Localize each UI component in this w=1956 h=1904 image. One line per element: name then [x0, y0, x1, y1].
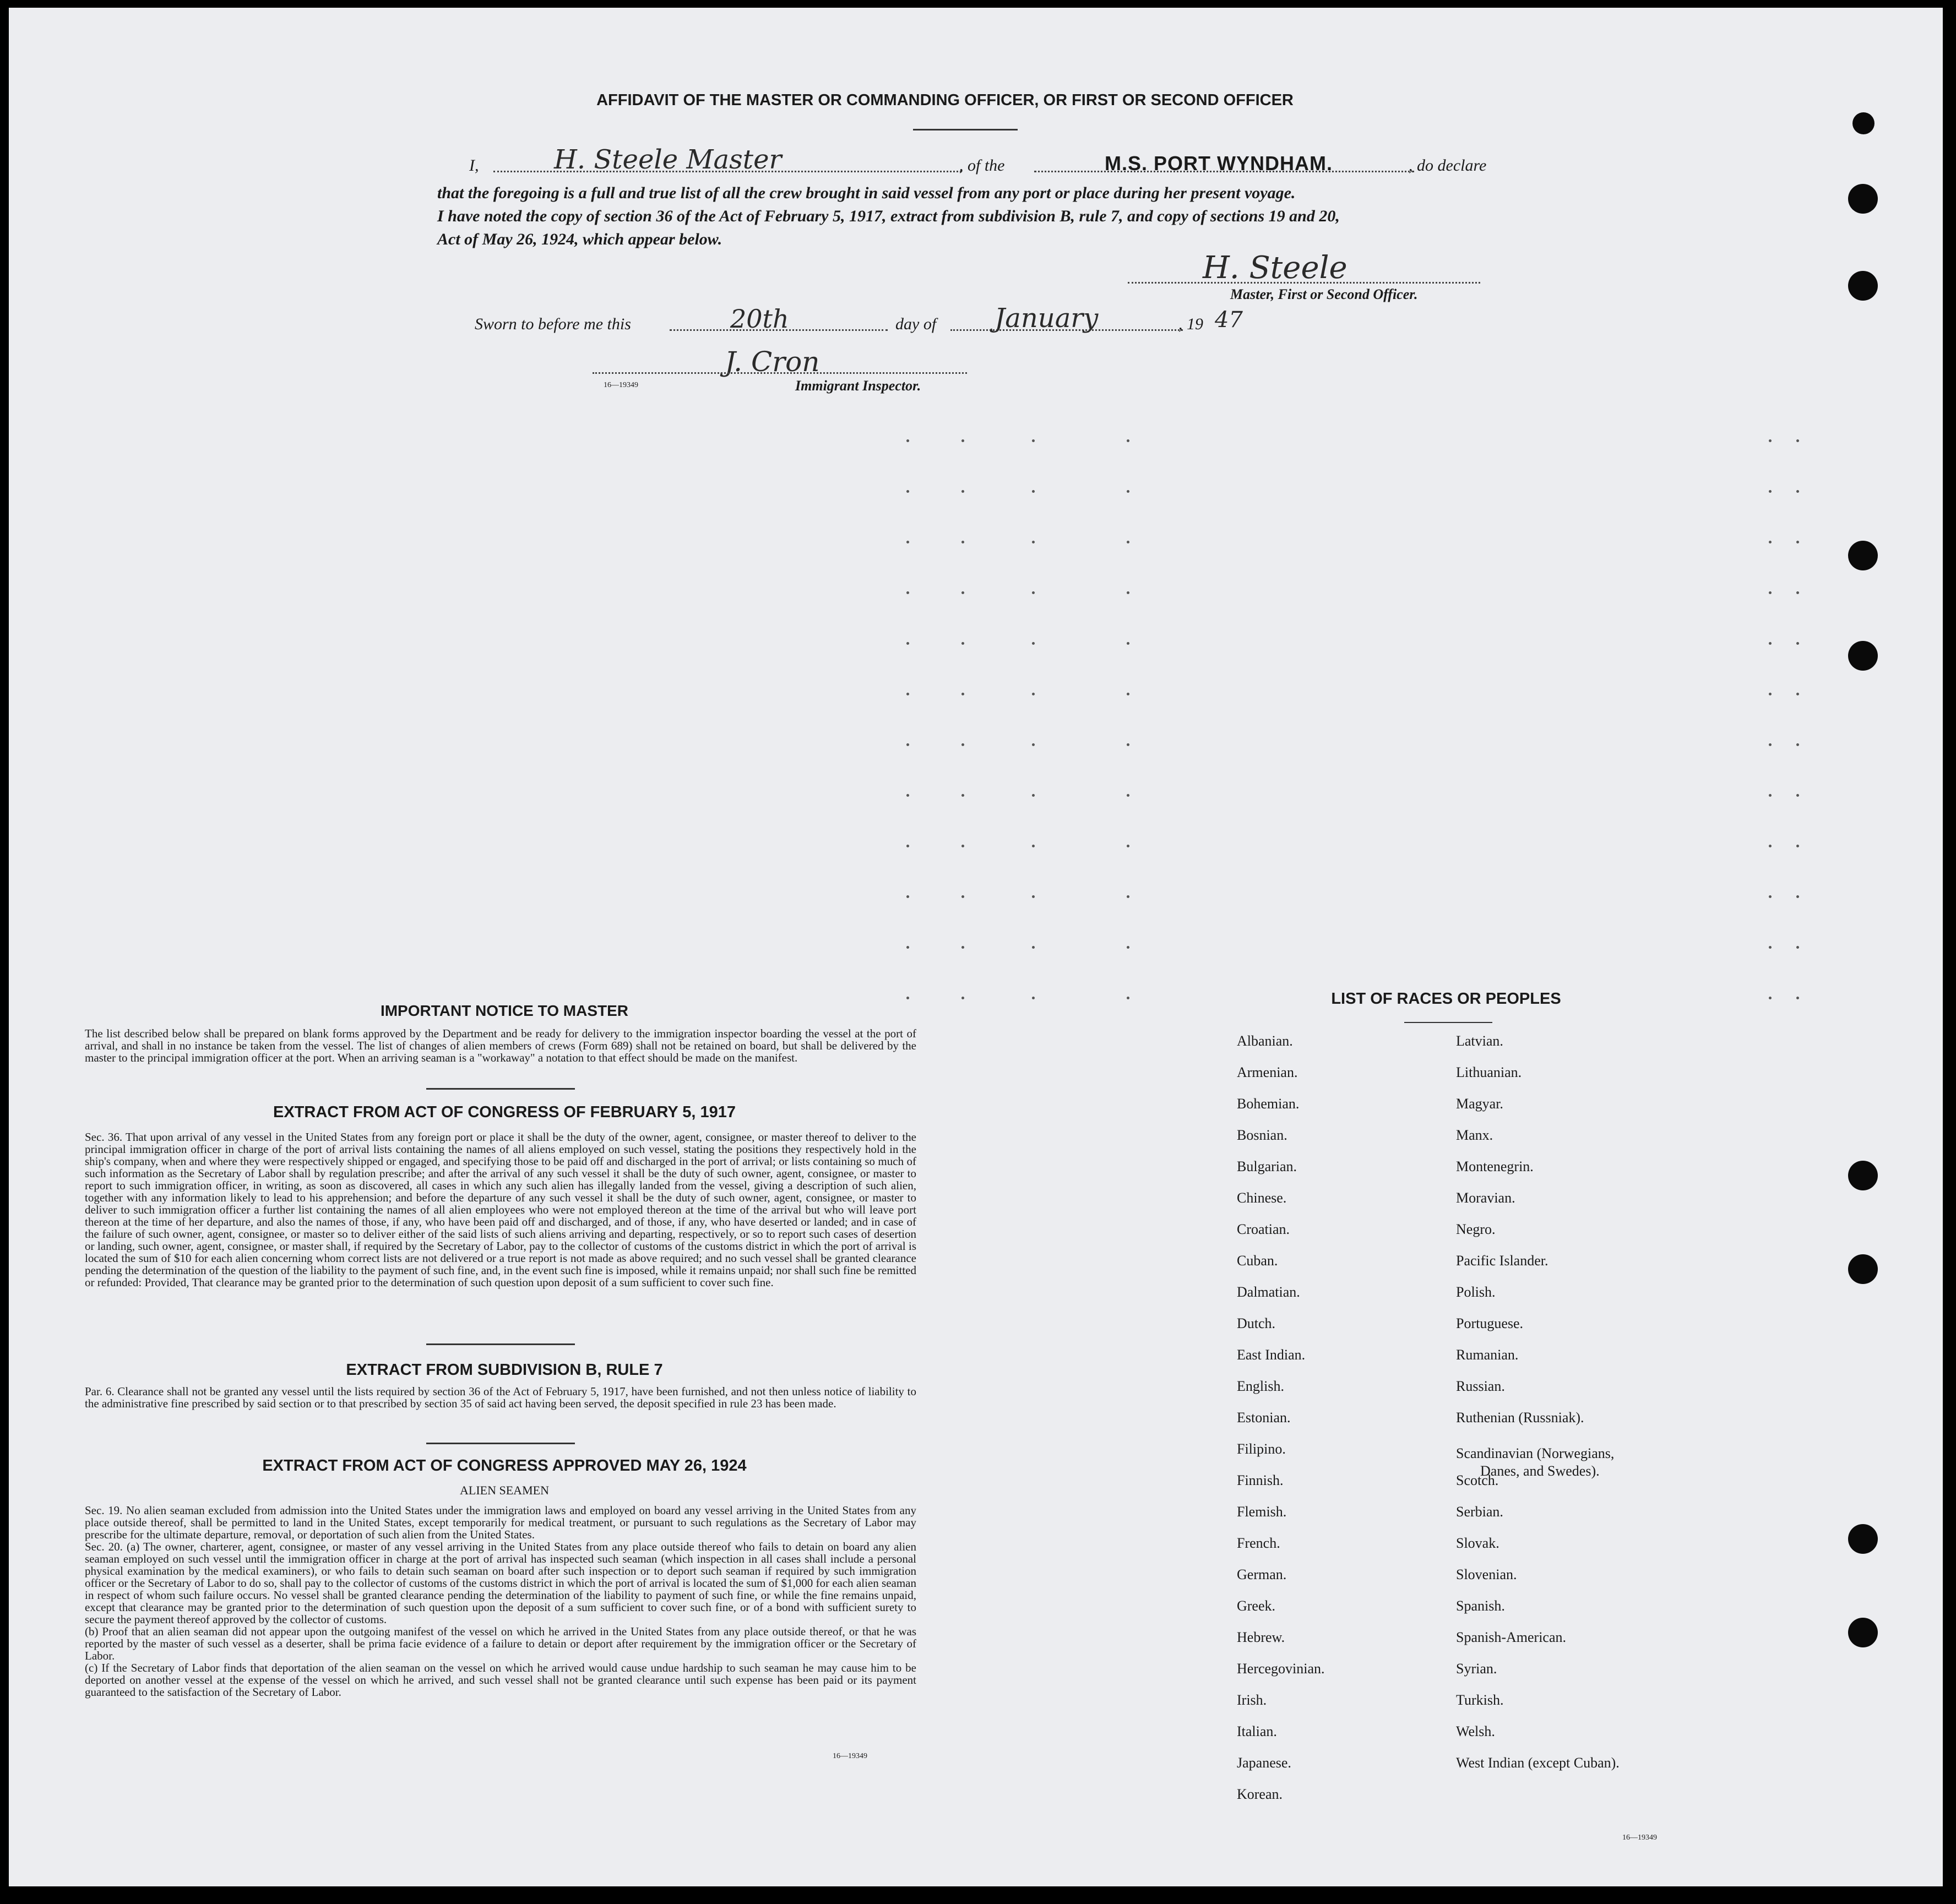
sworn-day: 20th [730, 304, 789, 334]
race-item: Magyar. [1456, 1096, 1503, 1112]
race-item: Spanish-American. [1456, 1629, 1567, 1645]
hole-mark [1848, 541, 1878, 570]
race-item: Korean. [1237, 1786, 1283, 1802]
inspector-caption: Immigrant Inspector. [795, 378, 921, 394]
grid-dot [961, 642, 964, 645]
signature-line [1128, 282, 1480, 284]
form-number: 16—19349 [604, 381, 638, 389]
grid-dot [906, 794, 909, 797]
grid-dot [1769, 997, 1772, 999]
grid-dot [1769, 743, 1772, 746]
grid-dot [1127, 693, 1129, 695]
grid-dot [906, 997, 909, 999]
signature-caption: Master, First or Second Officer. [1230, 286, 1418, 302]
race-item: Slovenian. [1456, 1566, 1517, 1582]
grid-dot [906, 642, 909, 645]
race-item: Bulgarian. [1237, 1158, 1297, 1174]
grid-dot [1796, 743, 1799, 746]
grid-dot [1769, 439, 1772, 442]
grid-dot [1127, 591, 1129, 594]
grid-dot [906, 946, 909, 949]
day-of-label: day of [895, 315, 937, 333]
race-item: Albanian. [1237, 1033, 1293, 1049]
race-item: Scandinavian (Norwegians, [1456, 1445, 1615, 1461]
grid-dot [961, 845, 964, 847]
race-item: Greek. [1237, 1598, 1276, 1614]
master-signature: H. Steele [1203, 250, 1348, 286]
race-item: Dalmatian. [1237, 1284, 1300, 1300]
divider [1404, 1022, 1492, 1023]
race-item: Montenegrin. [1456, 1158, 1534, 1174]
grid-dot [1796, 895, 1799, 898]
race-item: Japanese. [1237, 1755, 1291, 1771]
grid-dot [961, 743, 964, 746]
race-item: German. [1237, 1566, 1287, 1582]
race-item: Croatian. [1237, 1221, 1290, 1237]
master-name-handwriting: H. Steele Master [554, 144, 782, 175]
of-the-label: , of the [959, 156, 1005, 175]
do-declare-label: , do declare [1409, 156, 1487, 175]
race-item: Filipino. [1237, 1441, 1286, 1457]
i-label: I, [469, 156, 479, 175]
grid-dot [1769, 490, 1772, 493]
grid-dot [961, 946, 964, 949]
grid-dot [961, 794, 964, 797]
race-item: English. [1237, 1378, 1284, 1394]
grid-dot [1032, 541, 1035, 543]
affidavit-title: AFFIDAVIT OF THE MASTER OR COMMANDING OFFICER, OR FIRST OR SECOND OFFICER [596, 91, 1294, 109]
race-item: West Indian (except Cuban). [1456, 1755, 1620, 1771]
grid-dot [1032, 490, 1035, 493]
grid-dot [961, 541, 964, 543]
race-item: Polish. [1456, 1284, 1496, 1300]
race-item: French. [1237, 1535, 1280, 1551]
divider [426, 1443, 575, 1444]
grid-dot [1769, 642, 1772, 645]
extract-1917-title: EXTRACT FROM ACT OF CONGRESS OF FEBRUARY 5, 1917 [273, 1103, 736, 1121]
grid-dot [1127, 642, 1129, 645]
race-item: Bohemian. [1237, 1096, 1300, 1112]
grid-dot [1127, 743, 1129, 746]
grid-dot [1769, 591, 1772, 594]
form-number: 16—19349 [1622, 1834, 1657, 1842]
grid-dot [1796, 946, 1799, 949]
grid-dot [1127, 845, 1129, 847]
inspector-signature: J. Cron [725, 346, 820, 378]
divider [426, 1343, 575, 1345]
affidavit-line-3: I have noted the copy of section 36 of the Act of February 5, 1917, extract from subdivision B, rule 7, and copy of sections 19 and 20, [437, 207, 1340, 225]
races-title: LIST OF RACES OR PEOPLES [1331, 990, 1561, 1008]
race-item: Scotch. [1456, 1472, 1499, 1488]
grid-dot [1032, 845, 1035, 847]
grid-dot [1769, 693, 1772, 695]
grid-dot [906, 845, 909, 847]
extract-1924-body [85, 1504, 916, 1698]
notice-title: IMPORTANT NOTICE TO MASTER [380, 1002, 629, 1019]
race-item: Estonian. [1237, 1410, 1291, 1426]
race-item: Chinese. [1237, 1190, 1287, 1206]
grid-dot [1769, 794, 1772, 797]
grid-dot [1127, 490, 1129, 493]
hole-mark [1848, 1524, 1878, 1554]
sworn-year: 47 [1215, 307, 1243, 333]
race-item: Slovak. [1456, 1535, 1499, 1551]
grid-dot [1769, 845, 1772, 847]
race-item: Finnish. [1237, 1472, 1284, 1488]
hole-mark [1852, 112, 1874, 134]
grid-dot [1127, 946, 1129, 949]
grid-dot [1796, 591, 1799, 594]
grid-dot [1796, 794, 1799, 797]
grid-dot [1796, 693, 1799, 695]
grid-dot [961, 439, 964, 442]
divider [426, 1088, 575, 1090]
grid-dot [906, 490, 909, 493]
grid-dot [1032, 997, 1035, 999]
grid-dot [1032, 591, 1035, 594]
race-item: Syrian. [1456, 1661, 1497, 1677]
hole-mark [1848, 1161, 1878, 1190]
race-item: Portuguese. [1456, 1315, 1524, 1331]
race-item: Irish. [1237, 1692, 1267, 1708]
year-prefix: , 19 [1178, 315, 1203, 333]
notice-text: The list described below shall be prepared on blank forms approved by the Department and be ready for delivery to the immigration inspector boarding the vessel at the port of arrival, and shall in no instance be taken from the vessel. The list of changes of alien members of crews (Form 689) shall not be retained on board, but shall be delivered by the master to the principal immigration officer at the port. When an arriving seaman is a "workaway" a notation to that effect should be made on the manifest. [85, 1027, 916, 1064]
race-item: Hercegovinian. [1237, 1661, 1325, 1677]
grid-dot [961, 490, 964, 493]
race-item: Armenian. [1237, 1064, 1298, 1080]
grid-dot [1032, 439, 1035, 442]
hole-mark [1848, 1618, 1878, 1647]
grid-dot [906, 541, 909, 543]
grid-dot [961, 895, 964, 898]
grid-dot [906, 591, 909, 594]
race-item: Cuban. [1237, 1253, 1278, 1269]
grid-dot [961, 997, 964, 999]
extract-1924-subtitle: ALIEN SEAMEN [460, 1483, 549, 1497]
hole-mark [1848, 271, 1878, 301]
form-number: 16—19349 [833, 1752, 867, 1760]
grid-dot [1032, 642, 1035, 645]
race-item: Lithuanian. [1456, 1064, 1522, 1080]
form-page [9, 8, 1943, 1886]
grid-dot [1127, 439, 1129, 442]
grid-dot [1769, 895, 1772, 898]
inspector-line [593, 372, 967, 374]
race-item: Danes, and Swedes). [1480, 1463, 1600, 1479]
race-item: Negro. [1456, 1221, 1496, 1237]
race-item: Hebrew. [1237, 1629, 1285, 1645]
grid-dot [1796, 490, 1799, 493]
grid-dot [1127, 997, 1129, 999]
race-item: East Indian. [1237, 1347, 1306, 1363]
race-item: Russian. [1456, 1378, 1505, 1394]
race-item: Turkish. [1456, 1692, 1504, 1708]
grid-dot [1796, 997, 1799, 999]
affidavit-line-2: that the foregoing is a full and true list of all the crew brought in said vessel from any port or place during her present voyage. [437, 184, 1296, 202]
grid-dot [906, 895, 909, 898]
sec-19-text: Sec. 19. No alien seaman excluded from admission into the United States under the immigration laws and employed on board any vessel arriving in the United States from any place outside thereof, shall be permitted to land in the United States, except temporarily for medical treatment, or pursuant to such regulations as the Secretary of Labor may prescribe for the ultimate departure, removal, or deportation of such alien from the United States. [85, 1504, 916, 1541]
grid-dot [1032, 693, 1035, 695]
sec-20b-text: (b) Proof that an alien seaman did not appear upon the outgoing manifest of the vessel on which he arrived in the United States from any place outside thereof, or that he was reported by the master of such vessel as a deserter, shall be prima facie evidence of a failure to detain or deport after requirement by the immigration officer or the Secretary of Labor. [85, 1625, 916, 1662]
affidavit-line-4: Act of May 26, 1924, which appear below. [437, 230, 722, 248]
race-item: Latvian. [1456, 1033, 1503, 1049]
race-item: Moravian. [1456, 1190, 1515, 1206]
race-item: Serbian. [1456, 1504, 1503, 1520]
hole-mark [1848, 641, 1878, 671]
grid-dot [1769, 541, 1772, 543]
grid-dot [961, 693, 964, 695]
race-item: Spanish. [1456, 1598, 1505, 1614]
grid-dot [1796, 642, 1799, 645]
grid-dot [1127, 895, 1129, 898]
grid-dot [1032, 946, 1035, 949]
sec-20a-text: Sec. 20. (a) The owner, charterer, agent, consignee, or master of any vessel arriving in the United States from any place outside thereof who fails to detain on board any alien seaman employed on such vessel until the immigration officer in charge at the port of arrival has inspected such seaman (which inspection in all cases shall include a personal physical examination by the medical examiners), or who fails to detain such seaman on board after such inspection or to deport such seaman if required by such immigration officer or the Secretary of Labor to do so, shall pay to the collector of customs of the customs district in which the port of arrival is located the sum of $1,000 for each alien seaman in respect of whom such failure occurs. No vessel shall be granted clearance pending the determination of the liability to payment of such fine, or while the fine remains unpaid, except that clearance may be granted prior to the determination of such question upon the deposit of a sum sufficient to cover such fine, or of a bond with sufficient surety to secure the payment thereof approved by the collector of customs. [85, 1540, 916, 1626]
extract-1924-title: EXTRACT FROM ACT OF CONGRESS APPROVED MAY 26, 1924 [262, 1457, 747, 1475]
divider [913, 129, 1018, 130]
grid-dot [1769, 946, 1772, 949]
grid-dot [906, 693, 909, 695]
race-item: Dutch. [1237, 1315, 1276, 1331]
grid-dot [1032, 794, 1035, 797]
race-item: Flemish. [1237, 1504, 1287, 1520]
hole-mark [1848, 184, 1878, 214]
race-item: Ruthenian (Russniak). [1456, 1410, 1584, 1426]
race-item: Italian. [1237, 1723, 1277, 1739]
grid-dot [1032, 743, 1035, 746]
sworn-month: January [995, 303, 1099, 334]
race-item: Manx. [1456, 1127, 1493, 1143]
grid-dot [1796, 541, 1799, 543]
extract-rule7-title: EXTRACT FROM SUBDIVISION B, RULE 7 [346, 1361, 663, 1379]
extract-1917-text: Sec. 36. That upon arrival of any vessel in the United States from any foreign port or place it shall be the duty of the owner, agent, consignee, or master thereof to deliver to the principal immigration officer in charge of the port of arrival lists containing the names of all aliens employed on such vessel, stating the positions they respectively hold in the ship's company, when and where they were respectively shipped or engaged, and specifying those to be paid off and discharged in the port of arrival; or lists containing so much of such information as the Secretary of Labor shall by regulation prescribe; and after the arrival of any such vessel it shall be the duty of such owner, agent, consignee, or master to report to such immigration officer, in writing, as soon as discovered, all cases in which any such alien has illegally landed from the vessel, giving a description of such alien, together with any information likely to lead to his apprehension; and before the departure of any such vessel it shall be the duty of such owner, agent, consignee, or master to deliver to such immigration officer a further list containing the names of all alien employees who were not employed thereon at the time of the arrival but who will leave port thereon at the time of her departure, and also the names of those, if any, who have been paid off and discharged, and of those, if any, who have deserted or landed; and in case of the failure of such owner, agent, consignee, or master so to deliver either of the said lists of such aliens arriving and departing, respectively, or so to report such cases of desertion or landing, such owner, agent, consignee, or master shall, if required by the Secretary of Labor, pay to the collector of customs of the customs district in which the port of arrival is located the sum of $10 for each alien concerning whom correct lists are not delivered or a true report is not made as above required; and no such vessel shall be granted clearance pending the determination of the question of the liability to the payment of such fine, and, in the event such fine is imposed, while it remains unpaid; nor shall such fine be remitted or refunded: Provided, That clearance may be granted prior to the determination of such question upon deposit of a sum sufficient to cover such fine. [85, 1130, 916, 1289]
grid-dot [1127, 541, 1129, 543]
race-item: Bosnian. [1237, 1127, 1287, 1143]
grid-dot [906, 439, 909, 442]
race-item: Pacific Islander. [1456, 1253, 1548, 1269]
grid-dot [1032, 895, 1035, 898]
race-item: Welsh. [1456, 1723, 1495, 1739]
sec-20c-text: (c) If the Secretary of Labor finds that deportation of the alien seaman on the vessel on which he arrived would cause undue hardship to such seaman he may cause him to be deported on another vessel at the expense of the vessel on which he arrived, and such vessel shall not be granted clearance until such expense has been paid or its payment guaranteed to the satisfaction of the Secretary of Labor. [85, 1661, 916, 1699]
sworn-label: Sworn to before me this [475, 315, 631, 333]
grid-dot [906, 743, 909, 746]
grid-dot [1127, 794, 1129, 797]
race-item: Rumanian. [1456, 1347, 1519, 1363]
grid-dot [1796, 439, 1799, 442]
grid-dot [961, 591, 964, 594]
grid-dot [1796, 845, 1799, 847]
vessel-name: M.S. PORT WYNDHAM. [1105, 152, 1333, 175]
hole-mark [1848, 1254, 1878, 1284]
extract-rule7-text: Par. 6. Clearance shall not be granted any vessel until the lists required by section 36 of the Act of February 5, 1917, have been furnished, and not then unless notice of liability to the administrative fine prescribed by said section or to that prescribed by section 35 of said act having been served, the deposit specified in rule 23 has been made. [85, 1385, 916, 1410]
